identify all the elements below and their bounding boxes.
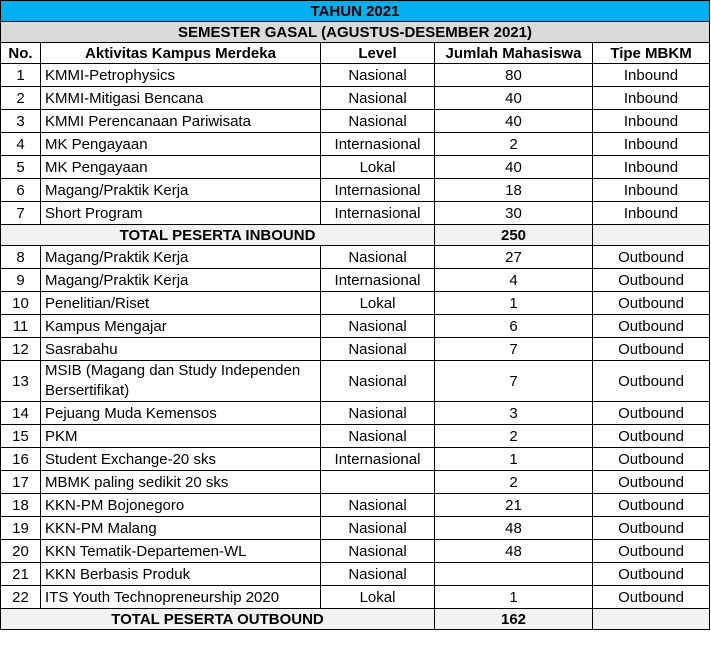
row-type: Inbound <box>593 156 710 179</box>
row-count: 2 <box>435 425 593 448</box>
row-level: Nasional <box>321 246 435 269</box>
row-type: Outbound <box>593 425 710 448</box>
row-number: 14 <box>1 402 41 425</box>
row-activity: MSIB (Magang dan Study Independen Bersertifikat) <box>41 361 321 402</box>
header-count: Jumlah Mahasiswa <box>435 43 593 64</box>
row-activity: MK Pengayaan <box>41 156 321 179</box>
row-level: Nasional <box>321 87 435 110</box>
row-number: 13 <box>1 361 41 402</box>
row-type: Inbound <box>593 133 710 156</box>
row-activity: KKN-PM Malang <box>41 517 321 540</box>
row-level: Internasional <box>321 448 435 471</box>
row-number: 5 <box>1 156 41 179</box>
row-type: Inbound <box>593 64 710 87</box>
row-level: Nasional <box>321 64 435 87</box>
row-count: 6 <box>435 315 593 338</box>
header-no: No. <box>1 43 41 64</box>
total-value: 162 <box>435 609 593 630</box>
table-row <box>1 64 710 87</box>
table-row <box>1 586 710 609</box>
table-row <box>1 246 710 269</box>
row-count: 40 <box>435 110 593 133</box>
table-row <box>1 110 710 133</box>
row-count <box>435 563 593 586</box>
row-type: Outbound <box>593 315 710 338</box>
total-label: TOTAL PESERTA OUTBOUND <box>1 609 435 630</box>
row-activity: KKN Tematik-Departemen-WL <box>41 540 321 563</box>
row-level: Internasional <box>321 133 435 156</box>
row-number: 12 <box>1 338 41 361</box>
table-row <box>1 315 710 338</box>
table-title: TAHUN 2021 <box>1 1 710 22</box>
row-count: 2 <box>435 471 593 494</box>
row-activity: Magang/Praktik Kerja <box>41 246 321 269</box>
row-number: 22 <box>1 586 41 609</box>
row-type: Outbound <box>593 338 710 361</box>
row-number: 16 <box>1 448 41 471</box>
row-level: Internasional <box>321 269 435 292</box>
row-number: 9 <box>1 269 41 292</box>
row-number: 21 <box>1 563 41 586</box>
row-activity: MK Pengayaan <box>41 133 321 156</box>
row-number: 3 <box>1 110 41 133</box>
table-row <box>1 202 710 225</box>
row-type: Outbound <box>593 517 710 540</box>
row-level: Lokal <box>321 586 435 609</box>
table-row <box>1 361 710 402</box>
table-row <box>1 448 710 471</box>
row-count: 27 <box>435 246 593 269</box>
row-number: 17 <box>1 471 41 494</box>
table-row <box>1 494 710 517</box>
row-activity: KMMI Perencanaan Pariwisata <box>41 110 321 133</box>
row-activity: KMMI-Petrophysics <box>41 64 321 87</box>
row-type: Outbound <box>593 246 710 269</box>
row-number: 20 <box>1 540 41 563</box>
row-type: Outbound <box>593 402 710 425</box>
row-activity: Sasrabahu <box>41 338 321 361</box>
row-count: 40 <box>435 156 593 179</box>
table-row <box>1 179 710 202</box>
title-row <box>1 1 710 22</box>
row-number: 7 <box>1 202 41 225</box>
row-activity: Kampus Mengajar <box>41 315 321 338</box>
row-activity: Pejuang Muda Kemensos <box>41 402 321 425</box>
semester-title: SEMESTER GASAL (AGUSTUS-DESEMBER 2021) <box>1 22 710 43</box>
row-level: Nasional <box>321 402 435 425</box>
row-count: 21 <box>435 494 593 517</box>
row-activity: Penelitian/Riset <box>41 292 321 315</box>
row-type: Inbound <box>593 110 710 133</box>
row-activity: Magang/Praktik Kerja <box>41 179 321 202</box>
row-number: 11 <box>1 315 41 338</box>
row-number: 8 <box>1 246 41 269</box>
row-type: Inbound <box>593 87 710 110</box>
total-value: 250 <box>435 225 593 246</box>
table-row <box>1 269 710 292</box>
row-count: 2 <box>435 133 593 156</box>
header-row <box>1 43 710 64</box>
total-row <box>1 225 710 246</box>
row-level: Nasional <box>321 540 435 563</box>
row-level: Nasional <box>321 563 435 586</box>
row-count: 1 <box>435 292 593 315</box>
row-level: Nasional <box>321 494 435 517</box>
table-row <box>1 402 710 425</box>
row-activity: MBMK paling sedikit 20 sks <box>41 471 321 494</box>
row-level: Nasional <box>321 425 435 448</box>
row-activity: Short Program <box>41 202 321 225</box>
row-activity: KKN Berbasis Produk <box>41 563 321 586</box>
table-row <box>1 156 710 179</box>
row-type: Outbound <box>593 494 710 517</box>
row-count: 80 <box>435 64 593 87</box>
row-type: Outbound <box>593 540 710 563</box>
row-level <box>321 471 435 494</box>
row-number: 4 <box>1 133 41 156</box>
row-count: 1 <box>435 448 593 471</box>
total-empty-cell <box>593 225 710 246</box>
total-label: TOTAL PESERTA INBOUND <box>1 225 435 246</box>
table-row <box>1 292 710 315</box>
row-activity: Student Exchange-20 sks <box>41 448 321 471</box>
row-level: Lokal <box>321 292 435 315</box>
row-count: 40 <box>435 87 593 110</box>
row-type: Outbound <box>593 563 710 586</box>
table-row <box>1 540 710 563</box>
table-row <box>1 517 710 540</box>
row-count: 30 <box>435 202 593 225</box>
row-count: 1 <box>435 586 593 609</box>
header-activity: Aktivitas Kampus Merdeka <box>41 43 321 64</box>
row-number: 19 <box>1 517 41 540</box>
header-level: Level <box>321 43 435 64</box>
row-level: Nasional <box>321 315 435 338</box>
row-number: 6 <box>1 179 41 202</box>
row-number: 18 <box>1 494 41 517</box>
row-type: Outbound <box>593 361 710 402</box>
row-count: 7 <box>435 338 593 361</box>
table-row <box>1 425 710 448</box>
row-count: 48 <box>435 517 593 540</box>
row-type: Inbound <box>593 179 710 202</box>
row-number: 2 <box>1 87 41 110</box>
row-count: 7 <box>435 361 593 402</box>
row-count: 4 <box>435 269 593 292</box>
row-level: Nasional <box>321 517 435 540</box>
table-row <box>1 338 710 361</box>
row-activity: ITS Youth Technopreneurship 2020 <box>41 586 321 609</box>
row-activity: PKM <box>41 425 321 448</box>
row-level: Nasional <box>321 338 435 361</box>
row-type: Outbound <box>593 586 710 609</box>
row-activity: KKN-PM Bojonegoro <box>41 494 321 517</box>
table-row <box>1 133 710 156</box>
row-type: Outbound <box>593 471 710 494</box>
row-count: 48 <box>435 540 593 563</box>
total-empty-cell <box>593 609 710 630</box>
row-level: Nasional <box>321 110 435 133</box>
row-number: 15 <box>1 425 41 448</box>
semester-row <box>1 22 710 43</box>
row-type: Outbound <box>593 292 710 315</box>
table-row <box>1 563 710 586</box>
row-level: Nasional <box>321 361 435 402</box>
row-type: Outbound <box>593 448 710 471</box>
row-activity: Magang/Praktik Kerja <box>41 269 321 292</box>
row-number: 1 <box>1 64 41 87</box>
row-type: Inbound <box>593 202 710 225</box>
table-row <box>1 471 710 494</box>
row-activity: KMMI-Mitigasi Bencana <box>41 87 321 110</box>
row-level: Lokal <box>321 156 435 179</box>
total-row <box>1 609 710 630</box>
row-count: 3 <box>435 402 593 425</box>
row-type: Outbound <box>593 269 710 292</box>
row-number: 10 <box>1 292 41 315</box>
table-row <box>1 87 710 110</box>
row-level: Internasional <box>321 179 435 202</box>
row-level: Internasional <box>321 202 435 225</box>
header-type: Tipe MBKM <box>593 43 710 64</box>
row-count: 18 <box>435 179 593 202</box>
